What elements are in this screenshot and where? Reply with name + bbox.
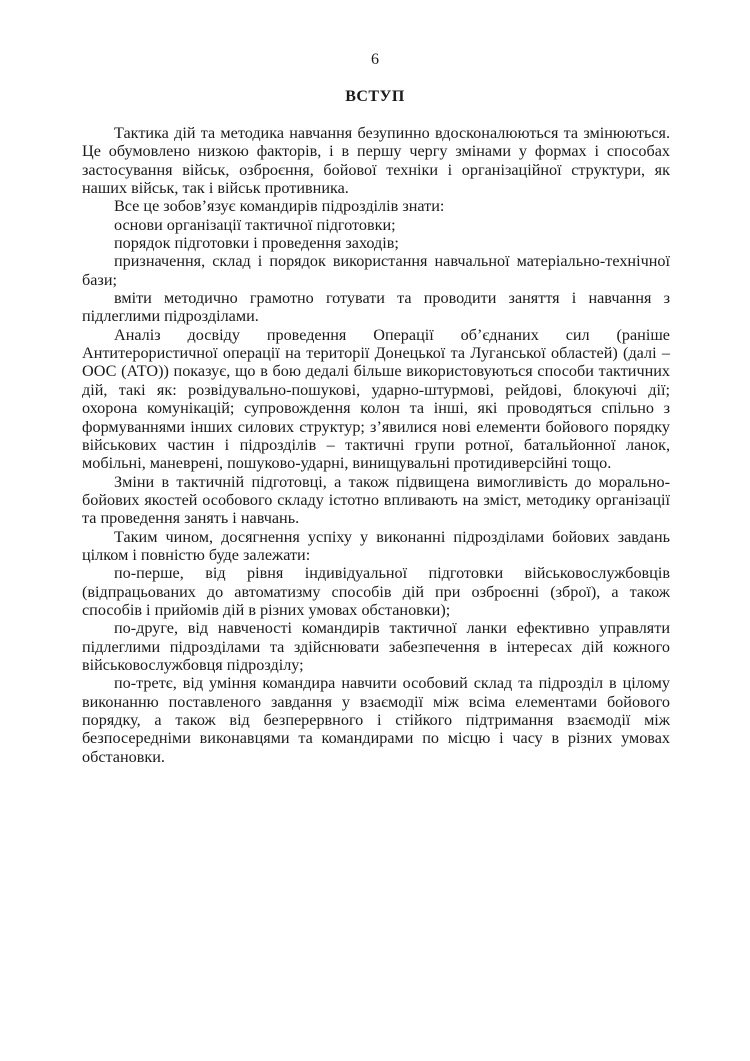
paragraph: Все це зобов’язує командирів підрозділів знати:: [114, 197, 445, 216]
body-text: [82, 124, 670, 766]
page-number: 6: [371, 51, 379, 68]
list-item: вміти методично грамотно готувати та проводити заняття і навчання з підлеглими підрозділами.: [82, 289, 670, 326]
list-item: по-друге, від навченості командирів тактичної ланки ефективно управляти підлеглими підрозділами та здійснювати забезпечення в інтересах дій кожного військовослужбовця підрозділу;: [82, 619, 670, 674]
list-item: порядок підготовки і проведення заходів;: [114, 234, 399, 253]
list-item: основи організації тактичної підготовки;: [114, 215, 396, 234]
list-item: призначення, склад і порядок використання навчальної матеріально-технічної бази;: [82, 252, 670, 289]
paragraph: Таким чином, досягнення успіху у виконанні підрозділами бойових завдань цілком і повністю буде залежати:: [82, 527, 670, 564]
paragraph: Зміни в тактичній підготовці, а також підвищена вимогливість до морально-бойових якостей особового складу істотно впливають на зміст, методику організації та проведення занять і навчань.: [82, 472, 670, 528]
list-item: по-третє, від уміння командира навчити особовий склад та підрозділ в цілому виконанню поставленого завдання у взаємодії між всіма елементами бойового порядку, а також від безперервного і стійкого підтримання взаємодії між безпосередніми виконавцями та командирами по місцю і часу в різних умовах обстановки.: [82, 674, 670, 766]
paragraph: Тактика дій та методика навчання безупинно вдосконалюються та змінюються. Це обумовлено низкою факторів, і в першу чергу змінами у формах і способах застосування військ, озброєння, бойової техніки і організаційної структури, як наших військ, так і військ противника.: [82, 124, 670, 198]
list-item: по-перше, від рівня індивідуальної підготовки військовослужбовців (відпрацьованих до автоматизму способів дій при озброєнні (зброї), а також способів і прийомів дій в різних умовах обстановки);: [82, 564, 670, 619]
section-heading: ВСТУП: [345, 88, 405, 105]
paragraph: Аналіз досвіду проведення Операції об’єднаних сил (раніше Антитерористичної операції на території Донецької та Луганської областей) (далі – ООС (АТО)) показує, що в бою дедалі більше використовуються способи тактичних дій, такі як: розвідувально-пошукові, ударно-штурмові, рейдові, блокуючі дії; охорона комунікацій; супровождення колон та інші, які проводяться спільно з формуваннями інших силових структур; з’явилися нові елементи бойового порядку військових частин і підрозділів – тактичні групи ротної, батальйонної ланок, мобільні, маневрені, пошуково-ударні, винищувальні протидиверсійні тощо.: [82, 325, 670, 473]
